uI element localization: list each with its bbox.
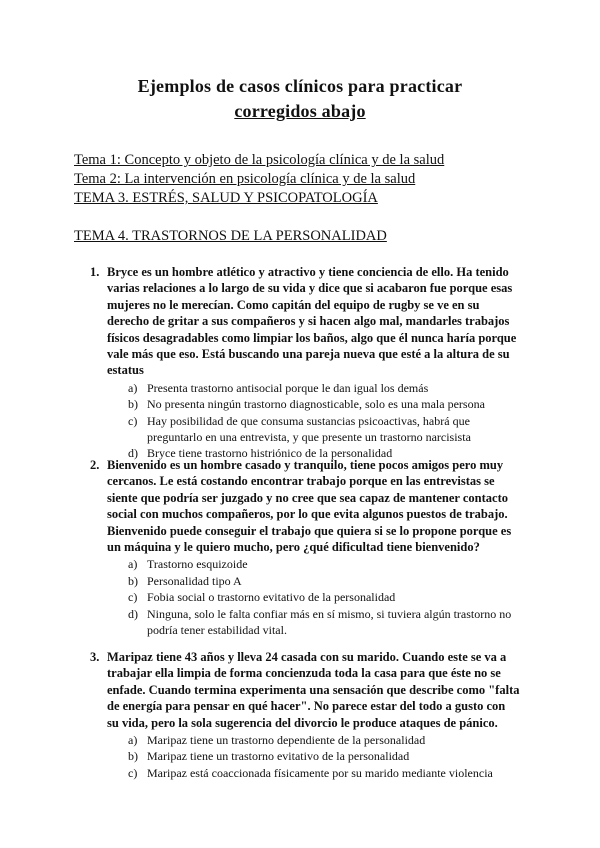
options-list [128,556,520,638]
option-a [128,380,520,396]
topic-link-1[interactable]: Tema 1: Concepto y objeto de la psicología clínica y de la salud [74,152,445,168]
topic-link-2[interactable]: Tema 2: La intervención en psicología clínica y de la salud [74,171,416,187]
option-letter: b) [128,749,138,764]
option-text: Trastorno esquizoide [147,557,248,572]
options-list [128,380,520,462]
option-letter: d) [128,446,138,461]
option-b [128,748,520,764]
document-subtitle: corregidos abajo [234,101,366,121]
option-text: Hay posibilidad de que consuma sustancias psicoactivas, habrá que preguntarlo en una entrevista, y que presente un trastorno narcisista [147,413,471,445]
question-text: Bryce es un hombre atlético y atractivo y tiene conciencia de ello. Ha tenido varias relaciones a lo largo de su vida y dice que si acabaron fue porque esas mujeres no le merecían. Como capitán del equipo de rugby se ve en su derecho de gritar a sus compañeros y si hacen algo mal, mandarles trabajos físicos desagradables como limpiar los baños, algo que él nunca haría porque vale más que eso. Está buscando una pareja nueva que esté a la altura de su estatus [107,265,517,378]
question-text: Bienvenido es un hombre casado y tranquilo, tiene pocos amigos pero muy cercanos. Le está costando encontrar trabajo porque en las entrevistas se siente que podría ser juzgado y no cree que sea capaz de mantener contacto social con muchos compañeros, por lo que evita algunos puestos de trabajo. Bienvenido puede conseguir el trabajo que quiera si se lo propone porque es un máquina y le quiero mucho, pero ¿qué dificultad tiene bienvenido? [107,458,512,555]
option-letter: a) [128,557,138,572]
question-number: 2. [90,458,100,472]
option-a [128,732,520,748]
question-2 [90,457,520,638]
option-letter: d) [128,606,138,621]
option-letter: b) [128,397,138,412]
option-letter: c) [128,413,138,428]
option-letter: a) [128,380,138,395]
option-text: Personalidad tipo A [147,573,242,588]
option-a [128,556,520,572]
option-b [128,573,520,589]
option-letter: b) [128,573,138,588]
question-number: 3. [90,650,100,664]
question-3 [90,649,520,781]
topic-heading-3: TEMA 3. ESTRÉS, SALUD Y PSICOPATOLOGÍA [74,190,378,206]
option-c [128,765,520,781]
option-d [128,606,520,639]
option-text: Bryce tiene trastorno histriónico de la personalidad [147,446,393,461]
option-text: Maripaz tiene un trastorno evitativo de la personalidad [147,749,410,764]
option-b [128,396,520,412]
option-c [128,589,520,605]
options-list [128,732,520,781]
option-text: Maripaz está coaccionada físicamente por su marido mediante violencia [147,765,493,780]
option-text: Fobia social o trastorno evitativo de la personalidad [147,590,396,605]
option-text: Ninguna, solo le falta confiar más en sí mismo, si tuviera algún trastorno no podría tener estabilidad vital. [147,606,512,638]
option-letter: a) [128,733,138,748]
option-c [128,413,520,446]
topic-heading-4: TEMA 4. TRASTORNOS DE LA PERSONALIDAD [74,228,387,244]
option-letter: c) [128,590,138,605]
option-letter: c) [128,765,138,780]
option-text: Maripaz tiene un trastorno dependiente de la personalidad [147,733,426,748]
question-1 [90,264,520,462]
question-text: Maripaz tiene 43 años y lleva 24 casada con su marido. Cuando este se va a trabajar ella limpia de forma concienzuda toda la casa para que éste no se enfade. Cuando termina experimenta una sensación que describe como "falta de energía para pensar en qué hacer". No parece estar del todo a gusto con su vida, pero la sola sugerencia del divorcio le produce ataques de pánico. [107,650,520,730]
document-title: Ejemplos de casos clínicos para practicar [137,76,463,96]
option-text: No presenta ningún trastorno diagnosticable, solo es una mala persona [147,397,485,412]
option-text: Presenta trastorno antisocial porque le dan igual los demás [147,380,429,395]
question-number: 1. [90,265,100,279]
